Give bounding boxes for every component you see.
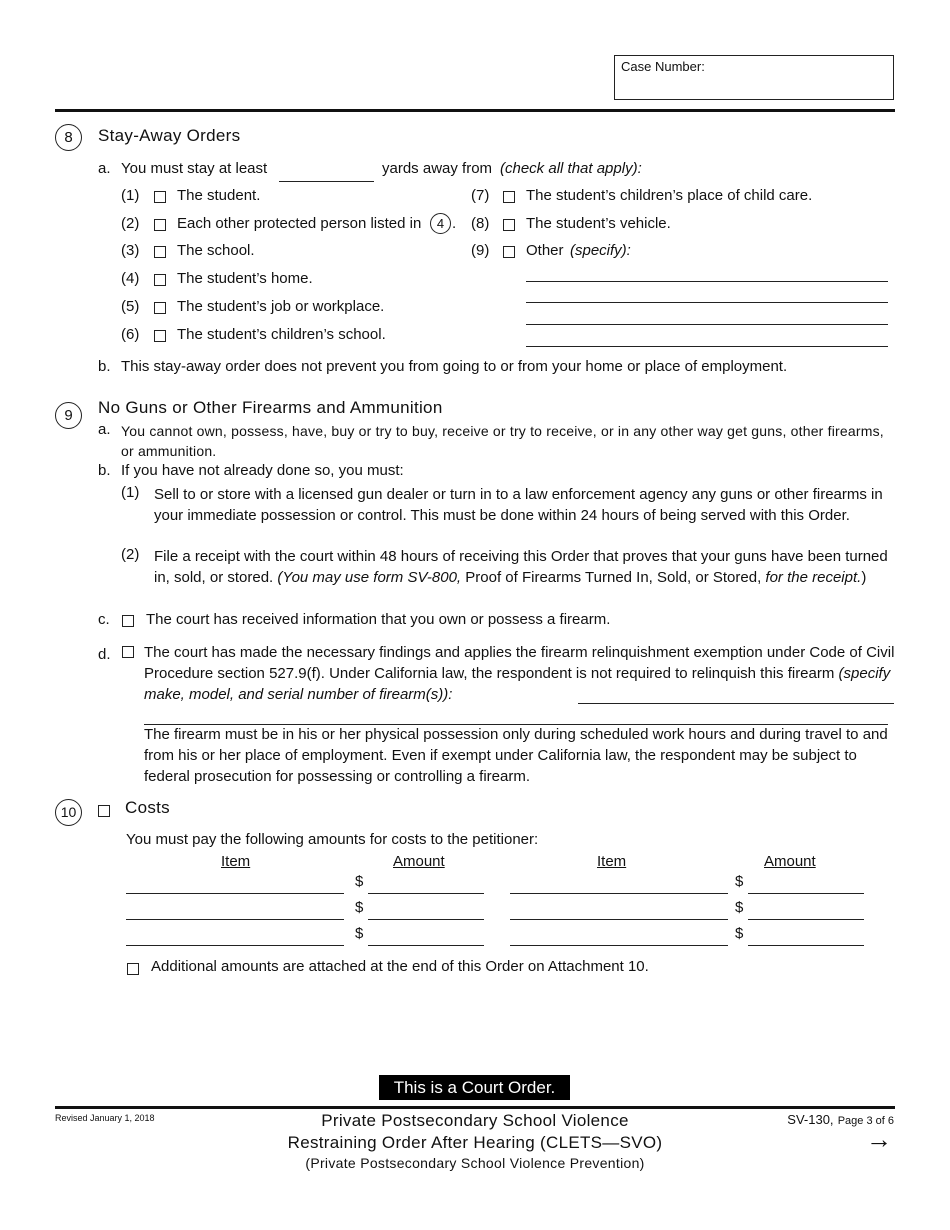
item-1-text: The student. xyxy=(177,187,261,204)
sec8-a-text: You must stay at least xyxy=(121,160,268,177)
item-4-checkbox[interactable] xyxy=(154,274,166,286)
item-6-text: The student’s children’s school. xyxy=(177,326,386,343)
item-1-num: (1) xyxy=(121,187,140,204)
d-text-1: The court has made the necessary findings and applies the firearm relinquishment exemption under Code of Civil Procedure section 527.9(f). Under California law, the respondent is not required to relinquish this firearm xyxy=(144,644,895,682)
item-9-checkbox[interactable] xyxy=(503,246,515,258)
section-10-number: 10 xyxy=(55,799,82,826)
cost-item-1b[interactable] xyxy=(510,893,728,894)
additional-amounts-text: Additional amounts are attached at the end of this Order on Attachment 10. xyxy=(151,958,649,975)
b2-text-1: File a receipt with the court within 48 hours of receiving this Order that proves that your guns have been turned in, sold, or stored. xyxy=(154,548,888,586)
item-2-checkbox[interactable] xyxy=(154,219,166,231)
item-2-text: Each other protected person listed in xyxy=(177,215,422,232)
ref-period: . xyxy=(452,215,457,232)
section-9-title: No Guns or Other Firearms and Ammunition xyxy=(98,398,443,417)
form-id: SV-130, xyxy=(787,1112,834,1127)
item-1-checkbox[interactable] xyxy=(154,191,166,203)
sec9-b1-text: Sell to or store with a licensed gun dealer or turn in to a law enforcement agency any guns or other firearms in your immediate possession or control. This must be done within 24 hours of being served with this Order. xyxy=(154,486,883,524)
cost-amount-2b[interactable] xyxy=(748,919,864,920)
other-specify-line-2[interactable] xyxy=(526,302,888,303)
sec8-a-instruction: (check all that apply): xyxy=(500,160,642,177)
sec9-c-letter: c. xyxy=(98,611,110,628)
case-number-input[interactable] xyxy=(620,78,888,98)
item-4-text: The student’s home. xyxy=(177,270,313,287)
cost-amount-3a[interactable] xyxy=(368,945,484,946)
dollar-2a: $ xyxy=(355,899,364,916)
cost-item-2b[interactable] xyxy=(510,919,728,920)
header-rule xyxy=(55,109,895,112)
cost-item-2a[interactable] xyxy=(126,919,344,920)
item-9-specify: (specify): xyxy=(570,242,631,259)
cost-item-3a[interactable] xyxy=(126,945,344,946)
sec9-c-text: The court has received information that you own or possess a firearm. xyxy=(146,611,611,628)
sec9-b2-text xyxy=(154,546,896,588)
sec9-d-exemption-text: The firearm must be in his or her physical possession only during scheduled work hours and during travel to and from his or her place of employment. Even if exempt under California law, the respondent may be subject to federal prosecution for possessing or controlling a firearm. xyxy=(144,726,888,785)
sec9-d-checkbox[interactable] xyxy=(122,646,134,658)
cost-item-1a[interactable] xyxy=(126,893,344,894)
ref-item-4: 4 xyxy=(430,213,451,234)
item-6-num: (6) xyxy=(121,326,140,343)
sec8-a-text-2: yards away from xyxy=(382,160,493,177)
page-number: Page 3 of 6 xyxy=(837,1115,894,1127)
other-specify-line-1[interactable] xyxy=(526,281,888,282)
yards-distance-field[interactable] xyxy=(279,181,374,182)
item-8-text: The student’s vehicle. xyxy=(526,215,671,232)
item-3-text: The school. xyxy=(177,242,255,259)
item-7-text: The student’s children’s place of child care. xyxy=(526,187,813,204)
item-7-num: (7) xyxy=(471,187,490,204)
sec9-b2-num: (2) xyxy=(121,546,140,563)
item-5-num: (5) xyxy=(121,298,140,315)
item-3-checkbox[interactable] xyxy=(154,246,166,258)
sec9-a-letter: a. xyxy=(98,421,111,438)
item-9-text: Other xyxy=(526,242,564,259)
section-8-number: 8 xyxy=(55,124,82,151)
b2-text-5: ) xyxy=(861,569,867,586)
sec9-a-text: You cannot own, possess, have, buy or try to buy, receive or try to receive, or in any other way get guns, other firearms, or ammunition. xyxy=(121,423,884,459)
firearm-specify-line-1[interactable] xyxy=(578,703,894,704)
footer-title-1: Private Postsecondary School Violence xyxy=(321,1111,629,1130)
revised-date: Revised January 1, 2018 xyxy=(55,1113,155,1123)
cost-amount-2a[interactable] xyxy=(368,919,484,920)
d-text-2: (specify make, model, and serial number of firearm(s)): xyxy=(144,665,891,703)
col-amount-2: Amount xyxy=(764,853,816,870)
sec9-b1-num: (1) xyxy=(121,484,140,501)
item-9-num: (9) xyxy=(471,242,490,259)
section-10-title: Costs xyxy=(125,798,170,817)
sec9-b-text: If you have not already done so, you must: xyxy=(121,462,404,479)
case-number-label: Case Number: xyxy=(621,59,705,74)
sec8-b-letter: b. xyxy=(98,358,111,375)
cost-item-3b[interactable] xyxy=(510,945,728,946)
b2-form-title: Proof of Firearms Turned In, Sold, or Stored, xyxy=(465,569,762,586)
other-specify-line-3[interactable] xyxy=(526,324,888,325)
sec9-b-letter: b. xyxy=(98,462,111,479)
dollar-3a: $ xyxy=(355,925,364,942)
footer-title-3: (Private Postsecondary School Violence Prevention) xyxy=(305,1155,645,1171)
sec9-d-text xyxy=(144,642,896,705)
section-9-number: 9 xyxy=(55,402,82,429)
court-order-banner: This is a Court Order. xyxy=(379,1075,570,1100)
next-page-arrow-icon[interactable]: → xyxy=(866,1124,892,1154)
dollar-3b: $ xyxy=(735,925,744,942)
footer-rule xyxy=(55,1106,895,1109)
cost-amount-3b[interactable] xyxy=(748,945,864,946)
col-item-2: Item xyxy=(597,853,627,870)
col-amount-1: Amount xyxy=(393,853,445,870)
other-specify-line-4[interactable] xyxy=(526,346,888,347)
item-7-checkbox[interactable] xyxy=(503,191,515,203)
additional-amounts-checkbox[interactable] xyxy=(127,963,139,975)
item-8-checkbox[interactable] xyxy=(503,219,515,231)
sec9-d-letter: d. xyxy=(98,646,111,663)
cost-amount-1a[interactable] xyxy=(368,893,484,894)
item-4-num: (4) xyxy=(121,270,140,287)
sec8-a-letter: a. xyxy=(98,160,111,177)
dollar-1a: $ xyxy=(355,873,364,890)
b2-text-2: (You may use form SV-800, xyxy=(277,569,462,586)
cost-amount-1b[interactable] xyxy=(748,893,864,894)
item-5-checkbox[interactable] xyxy=(154,302,166,314)
item-8-num: (8) xyxy=(471,215,490,232)
dollar-2b: $ xyxy=(735,899,744,916)
section-10-checkbox[interactable] xyxy=(98,805,110,817)
sec8-b-text: This stay-away order does not prevent you from going to or from your home or place of employment. xyxy=(121,358,788,375)
footer-title-2: Restraining Order After Hearing (CLETS—SVO) xyxy=(287,1133,663,1152)
col-item-1: Item xyxy=(221,853,251,870)
item-6-checkbox[interactable] xyxy=(154,330,166,342)
item-3-num: (3) xyxy=(121,242,140,259)
item-5-text: The student’s job or workplace. xyxy=(177,298,385,315)
section-8-title: Stay-Away Orders xyxy=(98,126,241,145)
b2-text-4: for the receipt. xyxy=(765,569,862,586)
sec10-intro: You must pay the following amounts for costs to the petitioner: xyxy=(126,831,539,848)
sec9-c-checkbox[interactable] xyxy=(122,615,134,627)
item-2-num: (2) xyxy=(121,215,140,232)
dollar-1b: $ xyxy=(735,873,744,890)
